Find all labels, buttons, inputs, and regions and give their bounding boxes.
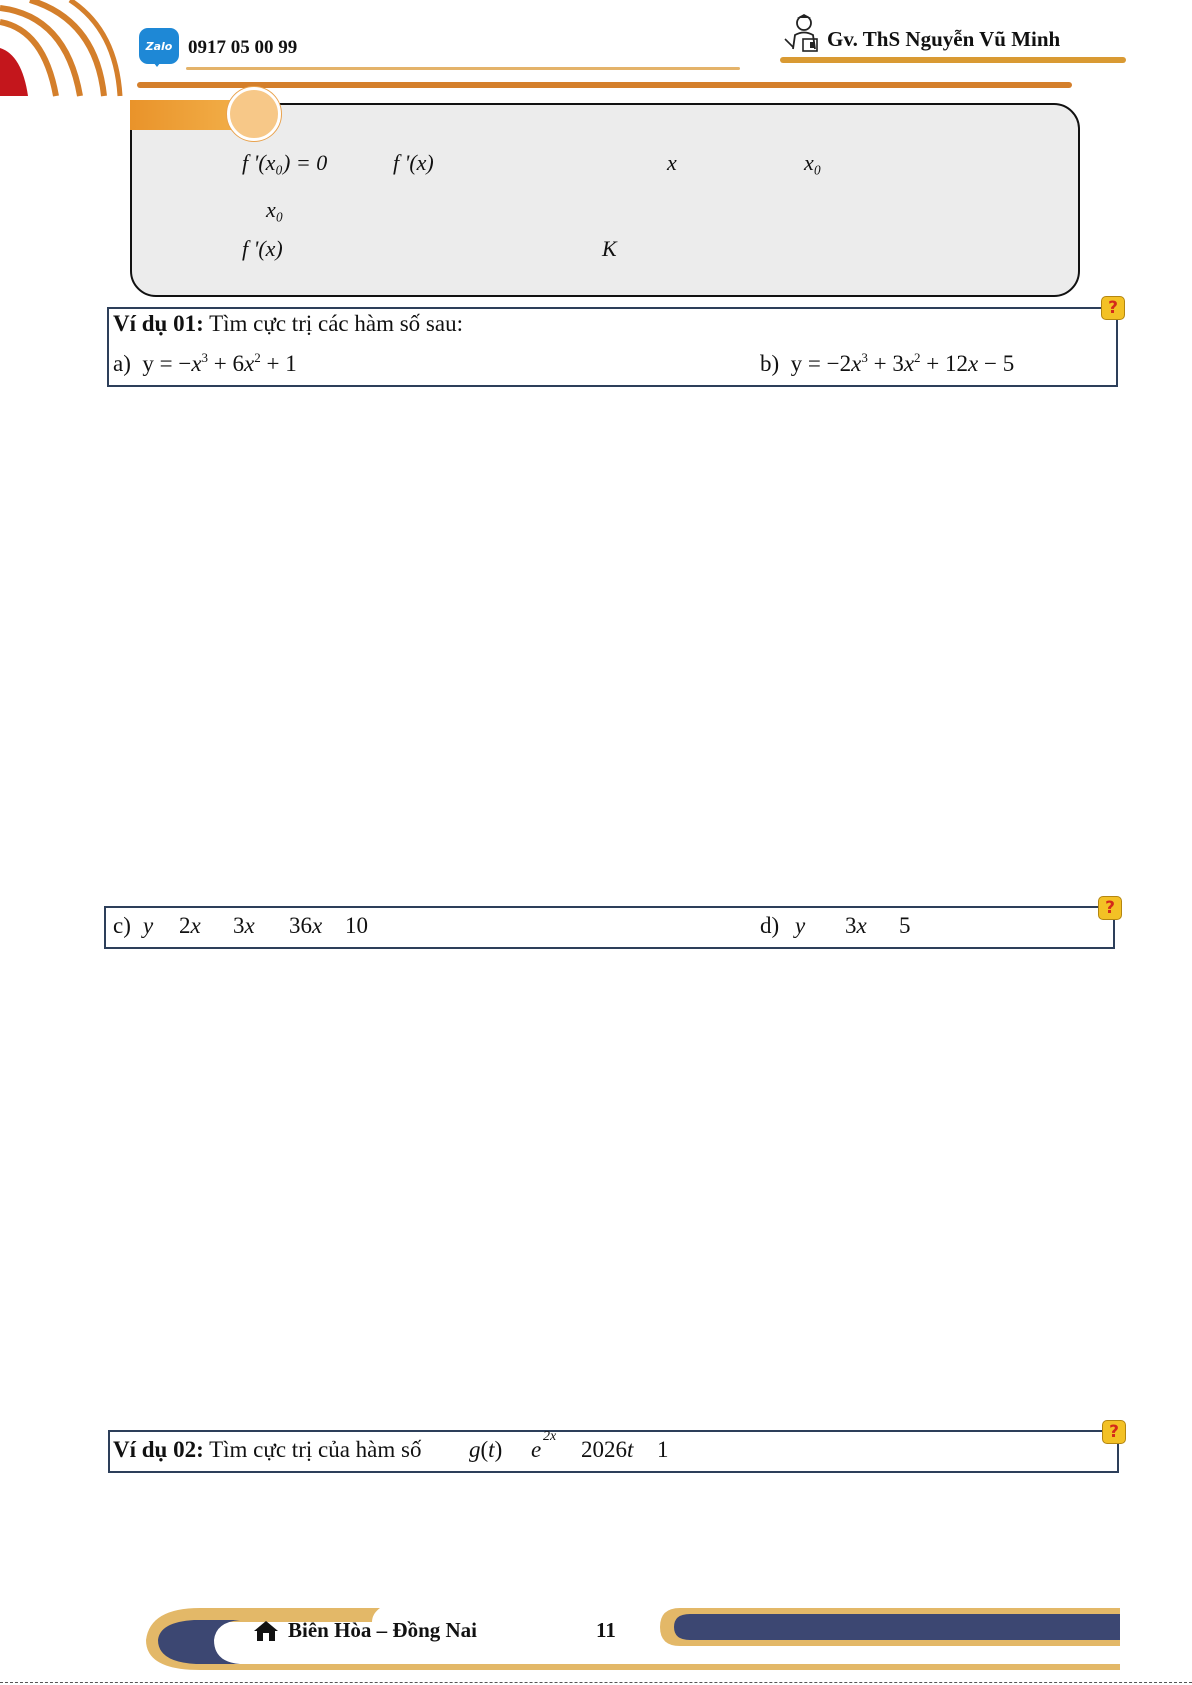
theorem-var-x: x bbox=[667, 150, 677, 175]
theorem-expr-f-prime-x0: f '(x₀) = 0 bbox=[242, 150, 328, 175]
question-icon[interactable]: ? bbox=[1098, 896, 1122, 920]
example-01-cd-box bbox=[104, 906, 1115, 949]
question-icon[interactable]: ? bbox=[1102, 1420, 1126, 1444]
example-01-d-part: y bbox=[795, 913, 806, 938]
theorem-var-x0-line2: x₀ bbox=[266, 197, 284, 222]
theorem-expr-f-prime-x: f '(x) bbox=[393, 150, 434, 175]
example-01-a-label: a) bbox=[113, 351, 131, 376]
theorem-var-k: K bbox=[602, 236, 617, 261]
phone-underline bbox=[186, 67, 740, 70]
example-01-c bbox=[113, 913, 368, 939]
footer-location: Biên Hòa – Đồng Nai bbox=[288, 1618, 478, 1642]
teacher-underline bbox=[780, 57, 1126, 63]
page-number: 11 bbox=[596, 1618, 616, 1642]
theorem-tab-circle bbox=[227, 87, 281, 141]
example-02-line bbox=[113, 1429, 669, 1463]
example-01-b-label: b) bbox=[760, 351, 780, 376]
example-01-d-label: d) bbox=[760, 913, 780, 938]
example-01-d bbox=[760, 913, 911, 939]
teacher-name: Gv. ThS Nguyễn Vũ Minh bbox=[827, 27, 1061, 51]
example-01-b-formula: $y = -2x^3 + 3x^2 + 12x - 5$ bbox=[784, 350, 1015, 376]
zalo-label: Zalo bbox=[145, 39, 173, 53]
example-01-c-label: c) bbox=[113, 913, 131, 938]
example-02-part: g(t) bbox=[469, 1437, 503, 1462]
example-02-part: 2026t bbox=[581, 1437, 634, 1462]
example-01-d-part: 5 bbox=[899, 913, 911, 938]
example-02-label: Ví dụ 02: bbox=[113, 1437, 204, 1462]
theorem-expr-f-prime-x-line3: f '(x) bbox=[242, 236, 283, 261]
theorem-var-x0: x₀ bbox=[804, 150, 822, 175]
example-01-c-part: 3x bbox=[233, 913, 255, 938]
example-01-label: Ví dụ 01: bbox=[113, 311, 204, 336]
corner-decoration bbox=[0, 0, 130, 100]
example-02-exponent: 2x bbox=[543, 1429, 557, 1444]
example-01-c-part: 10 bbox=[345, 913, 368, 938]
phone-number: 0917 05 00 99 bbox=[188, 37, 298, 58]
example-01-c-part: 2x bbox=[179, 913, 201, 938]
example-01-b bbox=[760, 350, 1014, 377]
header-rule bbox=[137, 82, 1072, 88]
example-01-c-part: y bbox=[143, 913, 154, 938]
example-02-part: e bbox=[531, 1437, 542, 1462]
example-01-a bbox=[113, 350, 297, 377]
example-02-part: 1 bbox=[657, 1437, 669, 1462]
example-01-heading bbox=[113, 311, 463, 337]
zalo-icon-tail bbox=[150, 58, 164, 67]
example-02-prompt: Tìm cực trị của hàm số bbox=[209, 1437, 422, 1462]
footer-decoration bbox=[140, 1600, 1120, 1674]
example-01-c-part: 36x bbox=[289, 913, 323, 938]
example-01-prompt: Tìm cực trị các hàm số sau: bbox=[209, 311, 463, 336]
example-01-d-part: 3x bbox=[845, 913, 867, 938]
question-icon[interactable]: ? bbox=[1101, 296, 1125, 320]
example-01-a-formula: $y = -x^3 + 6x^2 + 1$ bbox=[136, 350, 297, 376]
home-icon bbox=[253, 1620, 279, 1642]
teacher-icon bbox=[783, 13, 825, 55]
page-bottom-rule bbox=[0, 1682, 1192, 1683]
